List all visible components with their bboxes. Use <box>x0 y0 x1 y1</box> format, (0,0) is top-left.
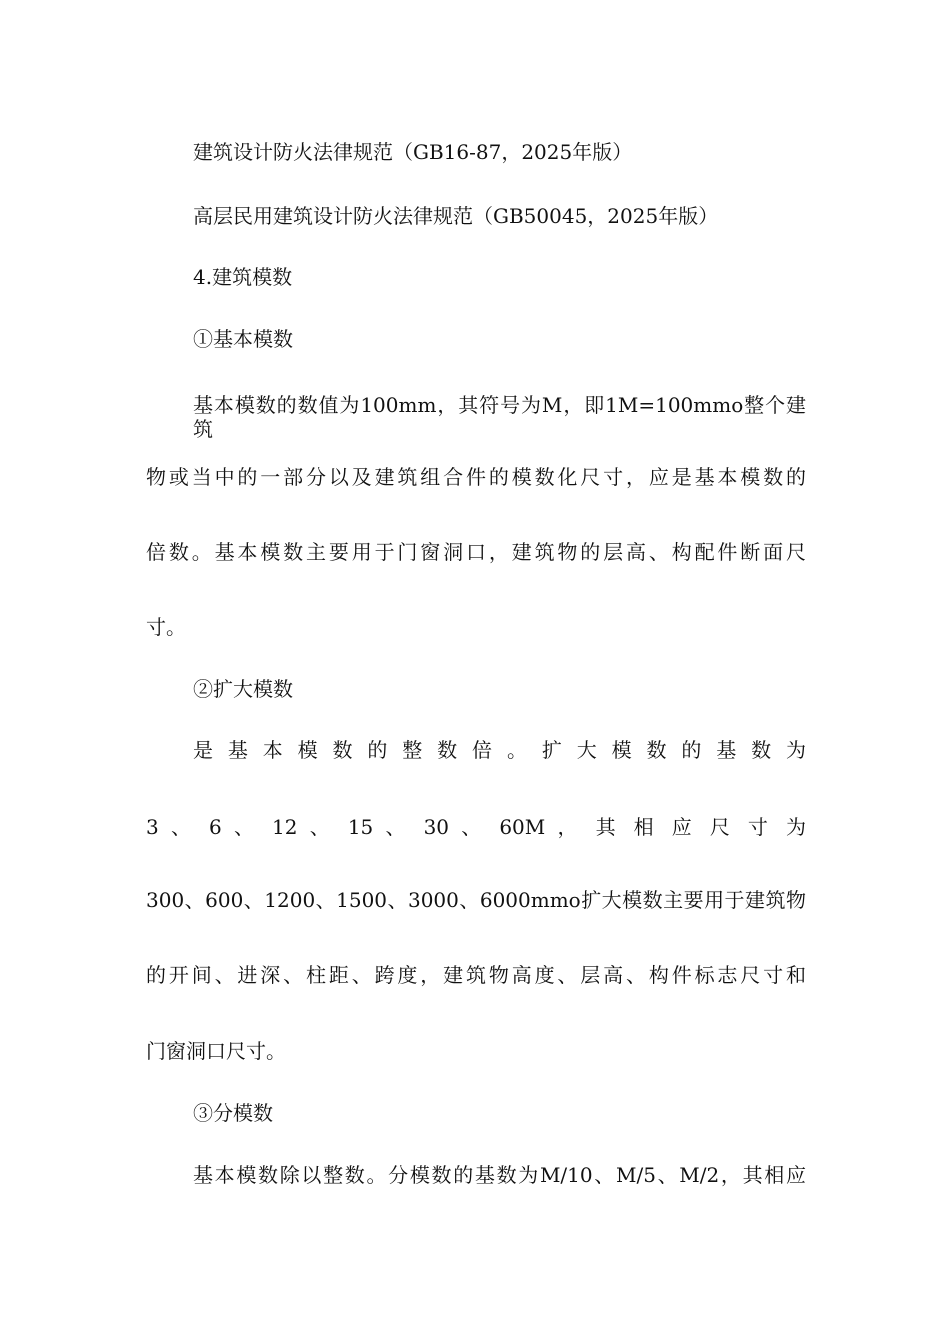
reference-line-1: 建筑设计防火法律规范（GB16-87，2025年版） <box>193 140 633 164</box>
paragraph-1-line-1: 基本模数的数值为100mm，其符号为M，即1M=100mmo整个建筑 <box>193 393 806 441</box>
subsection-heading-3: ③分模数 <box>193 1101 273 1125</box>
paragraph-1-line-4: 寸。 <box>146 615 186 639</box>
paragraph-3-line-1: 基本模数除以整数。分模数的基数为M/10、M/5、M/2，其相应 <box>193 1163 806 1187</box>
paragraph-2-line-1: 是基本模数的整数倍。扩大模数的基数为 <box>193 738 806 762</box>
paragraph-2-line-2: 3 、 6 、 12 、 15 、 30 、 60M ， 其 相 应 尺 寸 为 <box>146 815 806 839</box>
paragraph-2-line-3: 300、600、1200、1500、3000、6000mmo扩大模数主要用于建筑物 <box>146 888 806 912</box>
paragraph-2-line-4: 的开间、进深、柱距、跨度，建筑物高度、层高、构件标志尺寸和 <box>146 963 806 987</box>
paragraph-2-line-5: 门窗洞口尺寸。 <box>146 1039 286 1063</box>
subsection-heading-1: ①基本模数 <box>193 327 293 351</box>
paragraph-1-line-2: 物或当中的一部分以及建筑组合件的模数化尺寸，应是基本模数的 <box>146 465 806 489</box>
paragraph-1-line-3: 倍数。基本模数主要用于门窗洞口，建筑物的层高、构配件断面尺 <box>146 540 806 564</box>
subsection-heading-2: ②扩大模数 <box>193 677 293 701</box>
reference-line-2: 高层民用建筑设计防火法律规范（GB50045，2025年版） <box>193 204 719 228</box>
section-heading: 4.建筑模数 <box>193 265 293 289</box>
